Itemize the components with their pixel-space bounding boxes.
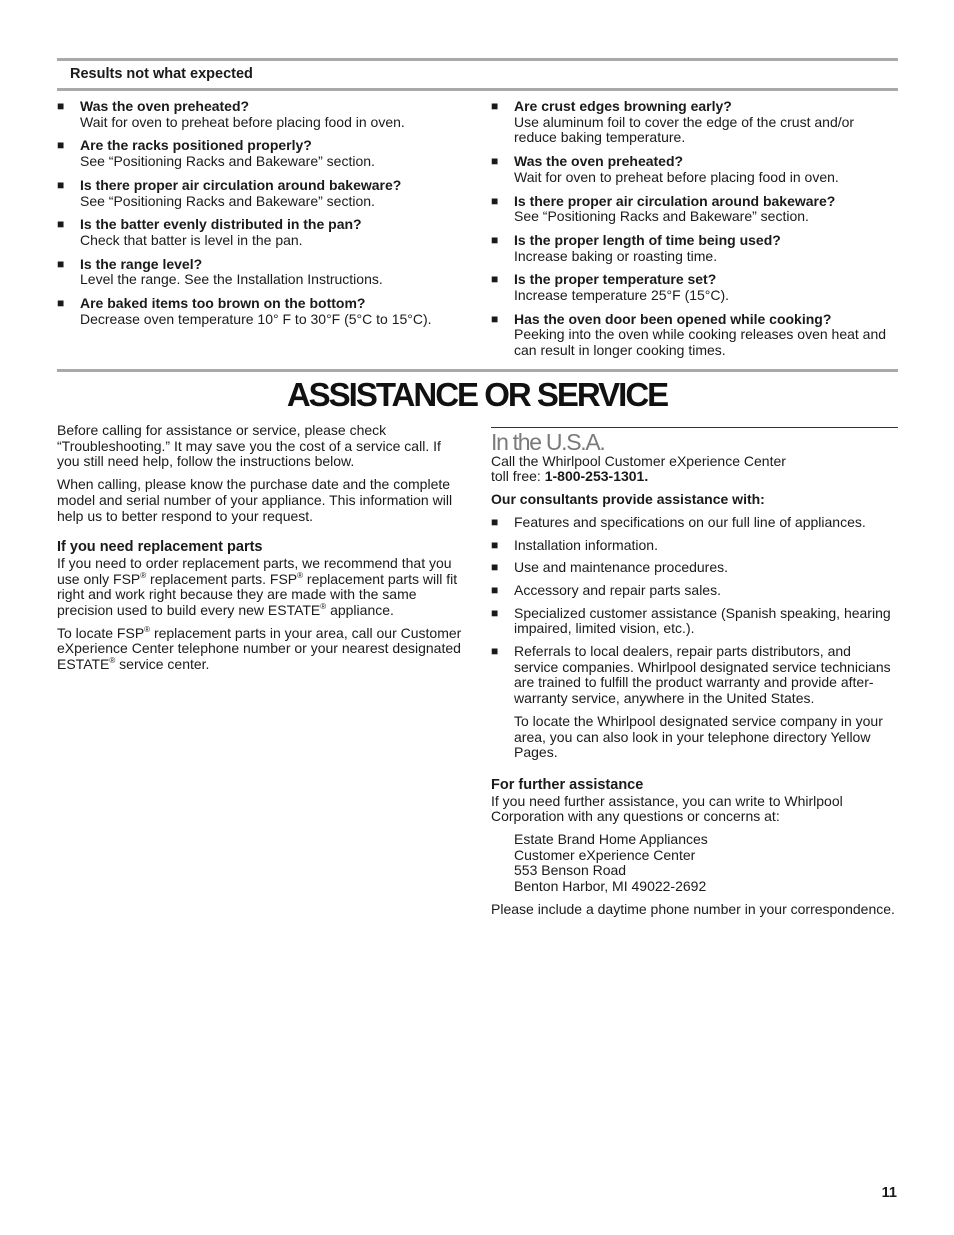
answer: See “Positioning Racks and Bakeware” section. (80, 192, 375, 209)
registered-mark: ® (140, 570, 147, 580)
troubleshooting-right-list (491, 99, 898, 359)
text-run: If you need to order replacement parts, we recommend that you use only FSP (57, 554, 452, 587)
toll-free-label: toll free: (491, 468, 541, 485)
call-paragraph (491, 454, 898, 485)
answer: See “Positioning Racks and Bakeware” section. (514, 208, 809, 225)
list-item (491, 194, 898, 225)
question: ■ Are crust edges browning early? (514, 98, 732, 114)
registered-mark: ® (109, 656, 116, 666)
text-run: appliance. (326, 602, 394, 619)
list-item (491, 272, 898, 303)
answer: Check that batter is level in the pan. (80, 231, 303, 248)
question: ■ Is the proper temperature set? (514, 271, 717, 288)
address-line: Customer eXperience Center (514, 846, 696, 863)
list-item: ■ Accessory and repair parts sales. (491, 583, 898, 599)
text-run: service center. (115, 656, 210, 673)
mailing-address (491, 832, 898, 895)
answer: Decrease oven temperature 10° F to 30°F (5°C to 15°C). (80, 310, 432, 327)
list-item (57, 257, 467, 288)
results-heading: Results not what expected (70, 66, 253, 82)
question: ■ Was the oven preheated? (80, 98, 250, 114)
question: ■ Is the batter evenly distributed in the pan? (80, 216, 362, 233)
calling-paragraph: When calling, please know the purchase date and the complete model and serial number of your appliance. This information will help us to better respond to your request. (57, 476, 453, 524)
question: ■ Is the proper length of time being used? (514, 231, 781, 248)
replacement-parts-heading: If you need replacement parts (57, 539, 263, 556)
list-item: ■ Referrals to local dealers, repair parts distributors, and service companies. Whirlpool designated service technicians are trained to fulfill the product warranty and provide after-warranty service, anywhere in the United States. (491, 644, 898, 707)
answer: Use aluminum foil to cover the edge of the crust and/or reduce baking temperature. (514, 113, 855, 146)
list-item (57, 296, 467, 327)
question: ■ Is there proper air circulation around bakeware? (80, 176, 402, 193)
usa-divider (491, 427, 898, 428)
question: ■ Is the range level? (80, 255, 203, 272)
answer: Wait for oven to preheat before placing food in oven. (80, 113, 405, 130)
answer: Increase temperature 25°F (15°C). (514, 287, 730, 304)
list-item (491, 154, 898, 185)
question: ■ Are baked items too brown on the bottom? (80, 295, 366, 312)
results-divider (57, 88, 898, 91)
troubleshooting-left-list (57, 99, 467, 327)
page-title: ASSISTANCE OR SERVICE (286, 376, 668, 413)
list-item: ■ Features and specifications on our full line of appliances. (491, 515, 898, 531)
question: ■ Are the racks positioned properly? (80, 137, 312, 154)
closing-paragraph: Please include a daytime phone number in your correspondence. (491, 900, 895, 917)
answer: See “Positioning Racks and Bakeware” section. (80, 153, 375, 170)
answer: Level the range. See the Installation Instructions. (80, 271, 383, 288)
text-run: To locate FSP (57, 624, 145, 641)
list-item (491, 233, 898, 264)
locate-parts-paragraph (57, 626, 465, 673)
address-line: Estate Brand Home Appliances (514, 831, 708, 848)
registered-mark: ® (320, 602, 327, 612)
answer: Wait for oven to preheat before placing food in oven. (514, 168, 839, 185)
list-item: ■ Installation information. (491, 538, 898, 554)
address-line: 553 Benson Road (514, 862, 627, 879)
intro-paragraph: Before calling for assistance or service, please check “Troubleshooting.” It may save you the cost of a service call. If you still need help, follow the instructions below. (57, 422, 441, 470)
list-item (57, 99, 467, 130)
locate-service-paragraph: To locate the Whirlpool designated service company in your area, you can also look in your telephone directory Yellow Pages. (514, 712, 883, 761)
address-line: Benton Harbor, MI 49022-2692 (514, 878, 707, 895)
list-item: ■ Specialized customer assistance (Spanish speaking, hearing impaired, limited vision, etc.). (491, 606, 898, 637)
question: ■ Is there proper air circulation around bakeware? (514, 192, 836, 209)
call-text: Call the Whirlpool Customer eXperience Center (491, 452, 786, 469)
replacement-parts-paragraph (57, 556, 465, 619)
registered-mark: ® (297, 570, 304, 580)
text-run: replacement parts in your area, call our Customer eXperience Center telephone number or your nearest designated ESTATE (57, 624, 462, 673)
list-item (57, 178, 467, 209)
assistance-left-column (57, 423, 465, 680)
usa-column (491, 429, 898, 925)
answer: Peeking into the oven while cooking releases oven heat and can result in longer cooking times. (514, 326, 887, 359)
consultants-heading: Our consultants provide assistance with: (491, 491, 765, 508)
usa-heading: In the U.S.A. (491, 429, 605, 455)
further-assistance-heading: For further assistance (491, 776, 644, 793)
list-item: ■ Use and maintenance procedures. (491, 560, 898, 576)
text-run: replacement parts will fit right and work right because they are made with the same precision used to build every new ESTATE (57, 570, 458, 619)
list-item (57, 217, 467, 248)
phone-number: 1-800-253-1301. (544, 468, 649, 485)
text-run: replacement parts. FSP (146, 570, 298, 587)
answer: Increase baking or roasting time. (514, 247, 718, 264)
list-item (57, 138, 467, 169)
assistance-divider (57, 369, 898, 372)
page-number: 11 (881, 1185, 897, 1201)
question: ■ Has the oven door been opened while cooking? (514, 310, 832, 327)
list-item (491, 99, 898, 146)
registered-mark: ® (144, 624, 151, 634)
top-divider (57, 58, 898, 61)
list-item (491, 312, 898, 359)
further-assistance-paragraph: If you need further assistance, you can write to Whirlpool Corporation with any questions or concerns at: (491, 792, 843, 825)
question: ■ Was the oven preheated? (514, 153, 684, 170)
